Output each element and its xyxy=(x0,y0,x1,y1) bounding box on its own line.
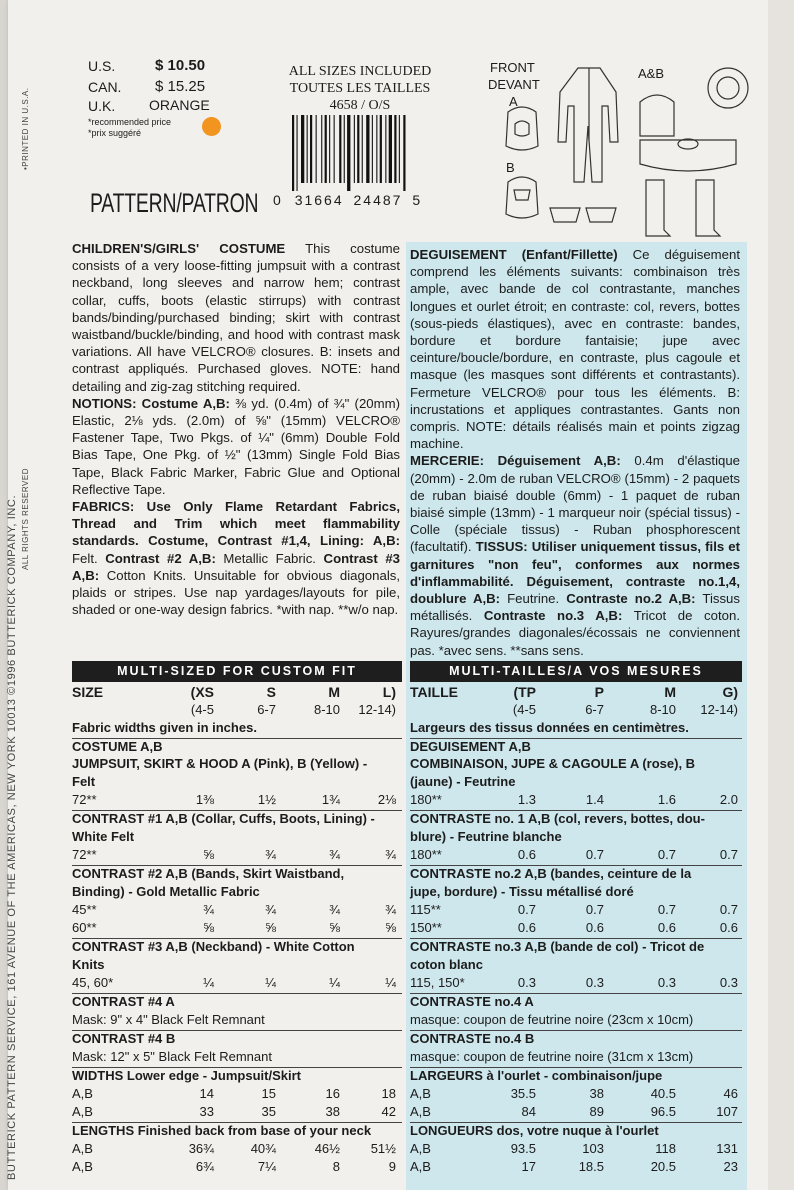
table_fr-contrast2-row-a-val-3: 0.7 xyxy=(719,902,738,917)
table_fr-size-2: M xyxy=(664,684,676,700)
table_fr-widths-row-1-label: A,B xyxy=(410,1086,431,1101)
table_fr-contrast2-row-b-val-3: 0.6 xyxy=(719,920,738,935)
table_fr-contrast2-row-a-width: 115** xyxy=(410,902,441,917)
table_en-widths-row-2-val-2: 38 xyxy=(325,1104,340,1119)
barcode-bar xyxy=(307,115,308,183)
table_en-jumpsuit-row-val-3: 2⅛ xyxy=(377,792,396,807)
sizes-included-fr: TOUTES LES TAILLES xyxy=(289,81,431,96)
table_fr-size-label: TAILLE xyxy=(410,684,458,700)
barcode-bar xyxy=(372,115,373,183)
table_fr-size-0: (TP xyxy=(513,684,536,700)
tissus-contraste2-heading-fr: Contraste no.2 A,B: xyxy=(566,591,696,607)
jumpsuit-drawing xyxy=(558,68,618,182)
barcode-digit-4: 5 xyxy=(412,192,423,208)
table_fr-lengths-row-2-val-2: 20.5 xyxy=(650,1159,676,1174)
view-a-label: A xyxy=(509,94,518,109)
table_fr-lengths-row-1-val-0: 93.5 xyxy=(510,1141,536,1156)
table_fr-age-1: 6-7 xyxy=(585,702,604,717)
barcode-bar xyxy=(292,115,294,191)
table_en-contrast2-row-b-width: 60** xyxy=(72,920,97,935)
costume-heading-en: CHILDREN'S/GIRLS' COSTUME xyxy=(72,241,286,256)
costume-text-fr: Ce déguisement comprend les éléments suivants: combinaison très ample, avec bande de col contrastante, manches longues et ourlet étroit; en contraste: col, revers, bottes (sous-pieds élastiques), avec en contraste: bandes, bordure et bordure fantaisie; jupe avec ceinture/boucle/bordure, en contraste, plus cagoule et masque (les masques sont différents et contrastants). Fermeture VELCRO® pour tous les éléments. B: incrustations et appliques contrastantes. Gants non compris. NOTE: détails réalisés main et points zigzag machine. xyxy=(410,247,740,452)
table_en-jumpsuit-heading-2: Felt xyxy=(72,774,96,789)
table_en-contrast2-row-a-width: 45** xyxy=(72,902,97,917)
table_fr-jumpsuit-row-width: 180** xyxy=(410,792,442,807)
price-note-en: *recommended price xyxy=(88,117,172,127)
table_fr-lengths-row-2-val-3: 23 xyxy=(723,1159,738,1174)
table_en-size-2: M xyxy=(328,684,340,700)
fabrics-heading-en: FABRICS: Use Only Flame Retardant Fabrics, Thread and Trim which meet flammability standards. Costume, Contrast #1,4, Lining: A,B: xyxy=(72,499,400,549)
barcode-bar xyxy=(344,115,345,183)
table_en-contrast3-row-val-0: ¼ xyxy=(203,975,214,990)
publisher-side-text: BUTTERICK PATTERN SERVICE, 161 AVENUE OF THE AMERICAS, NEW YORK 10013 ©1996 BUTTERICK COMPANY, INC. xyxy=(6,494,18,1180)
barcode-bar xyxy=(357,115,359,183)
table_en-contrast4b-heading: CONTRAST #4 B xyxy=(72,1031,176,1046)
table_en-contrast3-row-val-1: ¼ xyxy=(265,975,276,990)
table_en-size-label: SIZE xyxy=(72,684,104,700)
table_fr-contrast1-heading-2: blure) - Feutrine blanche xyxy=(410,829,562,844)
barcode-bar xyxy=(389,115,392,183)
table_fr-widths-note: Largeurs des tissus données en centimètres. xyxy=(410,720,689,735)
notions-text-en: ⅜ yd. (0.4m) of ¾" (20mm) Elastic, 2⅛ yds. (2.0m) of ⅝" (15mm) VELCRO® Fastener Tape, Two Pkgs. of ¼" (6mm) Double Fold Bias Tape, One Pkg. of ½" (13mm) Single Fold Bias Tape, Black Fabric Marker, Fabric Glue and Optional Reflective Tape. xyxy=(72,395,400,497)
table_en-jumpsuit-row-val-2: 1¾ xyxy=(321,792,340,807)
us-price: $ 10.50 xyxy=(155,57,206,74)
barcode-bar xyxy=(334,115,335,183)
barcode-bar xyxy=(329,115,330,183)
english-description xyxy=(72,240,400,618)
table_en-contrast2-row-b-val-1: ⅝ xyxy=(265,920,276,935)
table_en-lengths-row-2-val-2: 8 xyxy=(332,1159,340,1174)
technical-drawings xyxy=(488,60,758,242)
table_fr-contrast1-row-width: 180** xyxy=(410,847,442,862)
table_en-lengths-row-2-val-3: 9 xyxy=(388,1159,396,1174)
table_fr-contrast2-heading-2: jupe, bordure) - Tissu métallisé doré xyxy=(410,884,634,899)
can-price: $ 15.25 xyxy=(155,78,206,95)
table_en-jumpsuit-row-val-1: 1½ xyxy=(257,792,276,807)
table_fr-jumpsuit-row-val-0: 1.3 xyxy=(517,792,536,807)
table_fr-contrast2-row-b-val-2: 0.6 xyxy=(657,920,676,935)
us-label: U.S. xyxy=(88,58,116,74)
table_fr-contrast1-row-val-2: 0.7 xyxy=(657,847,676,862)
table_fr-contrast2-row-b-val-1: 0.6 xyxy=(585,920,604,935)
barcode-digit-3: 24487 xyxy=(353,192,403,208)
table_en-jumpsuit-row-width: 72** xyxy=(72,792,97,807)
table_en-lengths-row-2-label: A,B xyxy=(72,1159,93,1174)
table_fr-contrast3-row-val-3: 0.3 xyxy=(719,975,738,990)
table_en-contrast2-row-b-val-2: ⅝ xyxy=(329,920,340,935)
uk-label: U.K. xyxy=(88,98,116,114)
barcode-bar xyxy=(362,115,363,183)
table_fr-age-0: (4-5 xyxy=(512,702,536,717)
table_fr-contrast2-row-a-val-0: 0.7 xyxy=(517,902,536,917)
pattern-number: 4658 / O/S xyxy=(329,98,391,113)
barcode-bar xyxy=(403,115,405,191)
costume-heading-fr: DEGUISEMENT (Enfant/Fillette) xyxy=(410,247,618,262)
table_fr-lengths-row-1-label: A,B xyxy=(410,1141,431,1156)
table_fr-costume-heading: DEGUISEMENT A,B xyxy=(410,739,531,754)
orange-price-dot xyxy=(202,117,221,136)
emblem-drawing xyxy=(708,68,748,108)
rights-text: ALL RIGHTS RESERVED xyxy=(21,468,30,570)
price-note-fr: *prix suggéré xyxy=(88,128,142,138)
table_en-contrast1-row-width: 72** xyxy=(72,847,97,862)
table_en-widths-row-1-val-3: 18 xyxy=(381,1086,396,1101)
table_fr-contrast2-row-a-val-1: 0.7 xyxy=(585,902,604,917)
table_en-lengths-row-1-val-3: 51½ xyxy=(370,1141,396,1156)
table_en-jumpsuit-row-val-0: 1⅜ xyxy=(195,792,214,807)
french-description xyxy=(410,246,740,659)
table_en-contrast4a-heading: CONTRAST #4 A xyxy=(72,994,175,1009)
barcode-bar xyxy=(301,115,304,183)
sizes-included-en: ALL SIZES INCLUDED xyxy=(288,64,432,79)
table_en-contrast4a-text: Mask: 9" x 4" Black Felt Remnant xyxy=(72,1012,265,1027)
table_fr-contrast4b-text: masque: coupon de feutrine noire (31cm x 13cm) xyxy=(410,1049,694,1064)
table_en-contrast3-heading: CONTRAST #3 A,B (Neckband) - White Cotton xyxy=(72,939,355,954)
table_fr-lengths-row-1-val-3: 131 xyxy=(716,1141,738,1156)
barcode-digits xyxy=(273,192,422,208)
notions-heading-en: NOTIONS: Costume A,B: xyxy=(72,395,230,411)
table_en-contrast2-row-a-val-0: ¾ xyxy=(203,902,214,917)
table_en-jumpsuit-heading: JUMPSUIT, SKIRT & HOOD A (Pink), B (Yellow) - xyxy=(72,756,368,771)
table_fr-jumpsuit-row-val-2: 1.6 xyxy=(657,792,676,807)
can-label: CAN. xyxy=(88,79,122,95)
tissus-contraste2-text-fr: Tissus métallisés. xyxy=(410,591,740,624)
table_fr-widths-row-1-val-0: 35.5 xyxy=(510,1086,536,1101)
table_en-age-1: 6-7 xyxy=(257,702,276,717)
table_fr-contrast3-row-val-0: 0.3 xyxy=(517,975,536,990)
table_en-contrast3-heading-2: Knits xyxy=(72,957,105,972)
table_fr-jumpsuit-heading: COMBINAISON, JUPE & CAGOULE A (rose), B xyxy=(410,756,696,771)
table_fr-lengths-row-1-val-1: 103 xyxy=(582,1141,604,1156)
table_en-widths-row-1-val-1: 15 xyxy=(261,1086,276,1101)
table_en-contrast2-row-a-val-1: ¾ xyxy=(265,902,276,917)
table_fr-contrast4b-heading: CONTRASTE no.4 B xyxy=(410,1031,535,1046)
skirt-drawing xyxy=(640,140,736,171)
table_fr-title-bar: MULTI-TAILLES/A VOS MESURES xyxy=(410,661,742,682)
table_en-widths-note: Fabric widths given in inches. xyxy=(72,720,257,735)
tissus-feutrine-fr: Feutrine. xyxy=(507,591,560,607)
table_fr-lengths-row-2-val-1: 18.5 xyxy=(578,1159,604,1174)
table_en-size-3: L) xyxy=(382,684,396,700)
barcode-bar xyxy=(339,115,341,183)
table_en-contrast1-heading-2: White Felt xyxy=(72,829,135,844)
table_en-contrast2-heading: CONTRAST #2 A,B (Bands, Skirt Waistband, xyxy=(72,866,345,881)
table_en-contrast3-row-val-2: ¼ xyxy=(329,975,340,990)
barcode-bar xyxy=(347,115,350,191)
table_fr-lengths-row-2-val-0: 17 xyxy=(521,1159,536,1174)
table_fr-contrast3-row-val-2: 0.3 xyxy=(657,975,676,990)
table_fr-contrast3-row-val-1: 0.3 xyxy=(585,975,604,990)
fabrics-contrast2-text-en: Metallic Fabric. xyxy=(223,550,316,566)
table_fr-widths-row-2-val-1: 89 xyxy=(589,1104,604,1119)
barcode-bar xyxy=(325,115,327,183)
table_en-size-1: S xyxy=(266,684,276,700)
barcode-bar xyxy=(394,115,396,183)
table_fr-widths-row-2-label: A,B xyxy=(410,1104,431,1119)
pattern-title: PATTERN/PATRON xyxy=(90,188,259,218)
table_en-size-0: (XS xyxy=(190,684,214,700)
table_en-lengths-row-1-val-2: 46½ xyxy=(314,1141,340,1156)
barcode-bar xyxy=(316,115,317,183)
table_en-lengths-row-2-val-0: 6¾ xyxy=(195,1159,214,1174)
table_en-contrast4b-text: Mask: 12" x 5" Black Felt Remnant xyxy=(72,1049,272,1064)
barcode xyxy=(290,115,453,191)
table_fr-jumpsuit-row-val-3: 2.0 xyxy=(719,792,738,807)
table_en-costume-heading: COSTUME A,B xyxy=(72,739,163,754)
table_fr-age-3: 12-14) xyxy=(700,702,738,717)
fabrics-contrast2-heading-en: Contrast #2 A,B: xyxy=(105,550,216,566)
table_en-lengths-row-1-val-1: 40¾ xyxy=(250,1141,276,1156)
hood-ab-drawing xyxy=(640,95,674,136)
table_fr-contrast2-row-b-val-0: 0.6 xyxy=(517,920,536,935)
table_en-widths-row-2-val-3: 42 xyxy=(381,1104,396,1119)
table_en-lengths-row-1-label: A,B xyxy=(72,1141,93,1156)
fabrics-felt-en: Felt. xyxy=(72,550,98,566)
tissus-contraste3-text-fr: Tricot de coton. Rayures/grandes diagonales/écossais ne conviennent pas. *avec sens. **sans sens. xyxy=(410,608,740,658)
table_en-widths-row-2-val-1: 35 xyxy=(261,1104,276,1119)
table_en-contrast2-row-a-val-3: ¾ xyxy=(385,902,396,917)
boots-drawing xyxy=(646,180,720,236)
fabrics-contrast3-text-en: Cotton Knits. Unsuitable for obvious diagonals, plaids or stripes. Use nap yardages/layouts for pile, shaded or one-way design fabrics. *with nap. **w/o nap. xyxy=(72,567,401,618)
table_fr-contrast1-heading: CONTRASTE no. 1 A,B (col, revers, bottes, dou- xyxy=(410,811,705,826)
table_fr-widths-row-1-val-2: 40.5 xyxy=(650,1086,676,1101)
table_fr-age-2: 8-10 xyxy=(649,702,676,717)
table_en-contrast1-heading: CONTRAST #1 A,B (Collar, Cuffs, Boots, Lining) - xyxy=(72,811,375,826)
table_en-contrast2-row-a-val-2: ¾ xyxy=(329,902,340,917)
table_fr-lengths-heading: LONGUEURS dos, votre nuque à l'ourlet xyxy=(410,1123,659,1138)
table_en-widths-row-1-val-0: 14 xyxy=(199,1086,214,1101)
tissus-heading-fr: TISSUS: Utiliser uniquement tissus, fils et garnitures "non feu", conformes aux normes d'inflammabilité. Déguisement, contraste no.1,4, doublure A,B: xyxy=(410,539,740,607)
hood-a-drawing xyxy=(506,107,538,150)
table_en-age-3: 12-14) xyxy=(358,702,396,717)
devant-label: DEVANT xyxy=(488,77,540,92)
table_fr-widths-row-2-val-2: 96.5 xyxy=(650,1104,676,1119)
table_en-widths-row-2-label: A,B xyxy=(72,1104,93,1119)
view-b-label: B xyxy=(506,160,515,175)
table_en-lengths-row-2-val-1: 7¼ xyxy=(257,1159,276,1174)
table_en-age-0: (4-5 xyxy=(190,702,214,717)
table_fr-contrast3-heading: CONTRASTE no.3 A,B (bande de col) - Tricot de xyxy=(410,939,705,954)
uk-price: ORANGE xyxy=(149,97,210,113)
table_fr-contrast2-heading: CONTRASTE no.2 A,B (bandes, ceinture de la xyxy=(410,866,692,881)
tissus-contraste3-heading-fr: Contraste no.3 A,B: xyxy=(483,608,623,624)
fabrics-contrast3-heading-en: Contrast #3 A,B: xyxy=(72,550,400,583)
table_en-contrast2-heading-2: Binding) - Gold Metallic Fabric xyxy=(72,884,260,899)
cuffs-drawing xyxy=(550,208,616,222)
table_fr-contrast4a-heading: CONTRASTE no.4 A xyxy=(410,994,534,1009)
table_en-contrast2-row-b-val-3: ⅝ xyxy=(385,920,396,935)
table_fr-jumpsuit-row-val-1: 1.4 xyxy=(585,792,604,807)
table_fr-widths-row-2-val-3: 107 xyxy=(716,1104,738,1119)
next-sheet-edge xyxy=(768,0,794,1190)
barcode-bar xyxy=(310,115,312,183)
costume-text-en: This costume consists of a very loose-fitting jumpsuit with a contrast neckband, long sleeves and narrow hem; contrast collar, cuffs, boots (elastic stirrups) with contrast bands/binding/purchased binding; skirt with contrast waistband/buckle/binding, and hood with contrast mask variations. All have VELCRO® closures. B: insets and contrast appliqués. Purchased gloves. NOTE: hand detailing and zig-zag stitching required. xyxy=(72,241,401,394)
table_en-title-bar: MULTI-SIZED FOR CUSTOM FIT xyxy=(72,661,402,682)
table_en-contrast2-row-b-val-0: ⅝ xyxy=(203,920,214,935)
printed-text: •PRINTED IN U.S.A. xyxy=(21,87,30,170)
table_en-widths-heading: WIDTHS Lower edge - Jumpsuit/Skirt xyxy=(72,1068,301,1083)
table_fr-widths-row-2-val-0: 84 xyxy=(521,1104,536,1119)
mercerie-heading-fr: MERCERIE: Déguisement A,B: xyxy=(410,453,621,469)
table_fr-jumpsuit-heading-2: (jaune) - Feutrine xyxy=(410,774,516,789)
table_fr-widths-row-1-val-1: 38 xyxy=(589,1086,604,1101)
table_en-contrast1-row-val-1: ¾ xyxy=(265,847,276,862)
table_fr-contrast3-row-width: 115, 150* xyxy=(410,975,465,990)
table_en-contrast3-row-val-3: ¼ xyxy=(385,975,396,990)
barcode-bar xyxy=(385,115,386,183)
barcode-bar xyxy=(354,115,355,183)
table_en-age-2: 8-10 xyxy=(313,702,340,717)
table_en-contrast3-row-width: 45, 60* xyxy=(72,975,114,990)
table_fr-size-1: P xyxy=(594,684,604,700)
hood-b-drawing xyxy=(506,177,538,218)
table_en-contrast1-row-val-2: ¾ xyxy=(329,847,340,862)
mercerie-text-fr: 0.4m d'élastique (20mm) - 2.0m de ruban VELCRO® (15mm) - 2 paquets de ruban biaisé double (6mm) - 1 paquet de ruban biaisé simple (13mm) - 1 marqueur noir (spécial tissus) - Colle (spéciale tissus) - Ruban phosphorescent (facultatif). xyxy=(410,453,741,555)
table_fr-lengths-row-2-label: A,B xyxy=(410,1159,431,1174)
table_fr-contrast3-heading-2: coton blanc xyxy=(410,957,483,972)
table_fr-contrast2-row-a-val-2: 0.7 xyxy=(657,902,676,917)
table_fr-size-3: G) xyxy=(722,684,738,700)
barcode-bar xyxy=(366,115,369,183)
barcode-bar xyxy=(297,115,298,191)
table_en-widths-row-1-label: A,B xyxy=(72,1086,93,1101)
barcode-bar xyxy=(376,115,377,183)
table_fr-contrast2-row-b-width: 150** xyxy=(410,920,442,935)
table_fr-lengths-row-1-val-2: 118 xyxy=(655,1141,676,1156)
pattern-envelope-back xyxy=(8,0,768,1190)
front-label: FRONT xyxy=(490,60,535,75)
barcode-digit-1: 0 xyxy=(273,192,283,208)
barcode-digit-2: 31664 xyxy=(294,192,344,208)
table_fr-contrast1-row-val-0: 0.6 xyxy=(517,847,536,862)
table_fr-contrast4a-text: masque: coupon de feutrine noire (23cm x 10cm) xyxy=(410,1012,694,1027)
table_fr-widths-heading: LARGEURS à l'ourlet - combinaison/jupe xyxy=(410,1068,663,1083)
table_fr-contrast1-row-val-1: 0.7 xyxy=(585,847,604,862)
barcode-bar xyxy=(321,115,322,183)
barcode-bar xyxy=(380,115,382,183)
view-ab-label: A&B xyxy=(638,66,665,81)
table_en-widths-row-2-val-0: 33 xyxy=(199,1104,214,1119)
table_en-widths-row-1-val-2: 16 xyxy=(325,1086,340,1101)
table_en-lengths-heading: LENGTHS Finished back from base of your neck xyxy=(72,1123,372,1138)
table_fr-contrast1-row-val-3: 0.7 xyxy=(719,847,738,862)
table_en-contrast1-row-val-3: ¾ xyxy=(385,847,396,862)
table_en-lengths-row-1-val-0: 36¾ xyxy=(188,1141,214,1156)
table_fr-widths-row-1-val-3: 46 xyxy=(723,1086,738,1101)
table_en-contrast1-row-val-0: ⅝ xyxy=(203,847,214,862)
barcode-bar xyxy=(399,115,400,183)
